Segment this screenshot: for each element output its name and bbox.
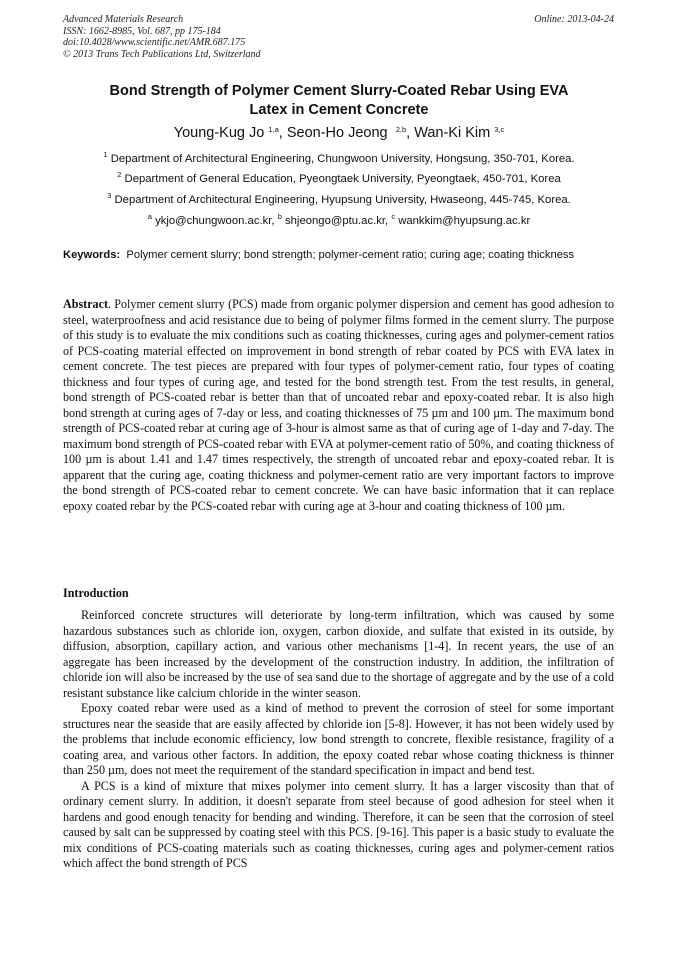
keywords	[63, 249, 614, 263]
author-emails: $^a$ ykjo@chungwoon.ac.kr, $^b$ shjeongo@ptu.ac.kr, $^c$ wankkim@hyupsung.ac.kr	[147, 212, 531, 227]
doi-line: doi:10.4028/www.scientific.net/AMR.687.175	[63, 37, 246, 49]
email-link[interactable]: ykjo@chungwoon.ac.kr	[155, 215, 272, 227]
affiliation-2: $^2$ Department of General Education, Pyeongtaek University, Pyeongtaek, 450-701, Korea	[117, 170, 561, 185]
abstract-label: Abstract	[63, 297, 109, 311]
keywords-text: Polymer cement slurry; bond strength; polymer-cement ratio; curing age; coating thickness	[126, 249, 575, 261]
copyright-line: © 2013 Trans Tech Publications Ltd, Switzerland	[63, 48, 261, 60]
author-superscript: 1,a	[268, 125, 279, 134]
paper-title	[63, 82, 615, 120]
introduction-body	[63, 608, 614, 872]
abstract-text: . Polymer cement slurry (PCS) made from organic polymer dispersion and cement has good adhesion to steel, waterproofness and acid resistance due to being of polymer films formed in the cement slurry. The purpose of this study is to evaluate the mix conditions such as coating thicknesses, curing ages and polymer-cement ratios of PCS-coating material effected on improvement in bond strength of rebar coated by PCS with EVA latex in cement concrete. The test pieces are prepared with four types of polymer-cement ratio, four types of coating thickness and four types of curing age, and tested for the bond strength test. From the test results, in general, bond strength of PCS-coated rebar is better than that of uncoated rebar and epoxy-coated rebar. It is also high bond strength at curing ages of 7-day or less, and coating thicknesses of 75 µm and 100 µm. The maximum bond strength of PCS-coated rebar at curing age of 3-hour is almost same as that of curing age of 1-day and 7-day. The maximum bond strength of PCS-coated rebar with EVA at polymer-cement ratio of 50%, and coating thickness of 100 µm is about 1.41 and 1.47 times respectively, the strength of uncoated rebar and epoxy-coated rebar. It is apparent that the curing age, coating thickness and polymer-cement ratio are very important factors to improve the bond strength of PCS-coated rebar to cement concrete. We can have basic information that it can replace epoxy coated rebar by the PCS-coated rebar with curing age at 3-hour and coating thickness of 100 µm.	[63, 297, 614, 513]
paragraph: Reinforced concrete structures will deteriorate by long-term infiltration, which was caused by some hazardous substances such as chloride ion, oxygen, carbon dioxide, and sulfate that existed in its outside, by diffusion, absorption, capillary action, and various other mechanisms [1-4]. In recent years, the use of an aggregate has been increased by the development of the construction industry. In addition, the infiltration of chloride ion will also be increased by the use of sea sand due to the shortage of aggregate and by the use of a cold resistant substance like calcium chloride in the winter season.	[63, 608, 614, 700]
author-name: Young-Kug Jo	[173, 125, 265, 141]
author-name: Wan-Ki Kim	[414, 125, 491, 141]
section-heading: Introduction	[63, 586, 129, 600]
author-name: Seon-Ho Jeong	[286, 125, 388, 141]
author-list: Young-Kug Jo $^{1,a}$, Seon-Ho Jeong $^{2,b}$, Wan-Ki Kim $^{3,c}$	[173, 125, 505, 141]
abstract	[63, 297, 614, 514]
journal-name: Advanced Materials Research	[63, 14, 184, 25]
email-link[interactable]: wankkim@hyupsung.ac.kr	[398, 215, 531, 227]
email-link[interactable]: shjeongo@ptu.ac.kr	[285, 215, 386, 227]
journal-header	[63, 14, 261, 60]
title-line-2: Latex in Cement Concrete	[249, 102, 429, 118]
title-line-1: Bond Strength of Polymer Cement Slurry-Coated Rebar Using EVA	[109, 83, 569, 99]
paragraph: A PCS is a kind of mixture that mixes polymer into cement slurry. It has a larger viscosity than that of ordinary cement slurry. In addition, it doesn't separate from steel because of good adhesion for steel when it hardens and good enough tenacity for bending and winding. Therefore, it can be seen that the corrosion of steel caused by salt can be suppressed by coating steel with this PCS. [9-16]. This paper is a basic study to evaluate the mix conditions of PCS-coating materials such as coating thicknesses, curing ages and polymer-cement ratios which affect the bond strength of PCS	[63, 778, 614, 870]
affiliation-1: $^1$ Department of Architectural Engineering, Chungwoon University, Hongsung, 350-701, Korea.	[103, 150, 575, 165]
online-date: Online: 2013-04-24	[534, 14, 614, 25]
author-superscript: 3,c	[494, 125, 505, 134]
paragraph: Epoxy coated rebar were used as a kind of method to prevent the corrosion of steel for some important structures near the seaside that are easily affected by chloride ion [5-8]. However, it has not been widely used by the problems that include economic efficiency, low bond strength to concrete, flexible resistance, fragility of a coating area, and various other factors. In addition, the epoxy coated rebar whose coating thickness is thinner than 250 µm, does not meet the requirement of the standard specification in impact and bend test.	[63, 701, 614, 777]
issn-line: ISSN: 1662-8985, Vol. 687, pp 175-184	[63, 25, 221, 37]
affiliation-3: $^3$ Department of Architectural Engineering, Hyupsung University, Hwaseong, 445-745, Korea.	[107, 191, 571, 206]
author-superscript: 2,b	[395, 125, 407, 134]
keywords-label: Keywords:	[63, 249, 121, 261]
